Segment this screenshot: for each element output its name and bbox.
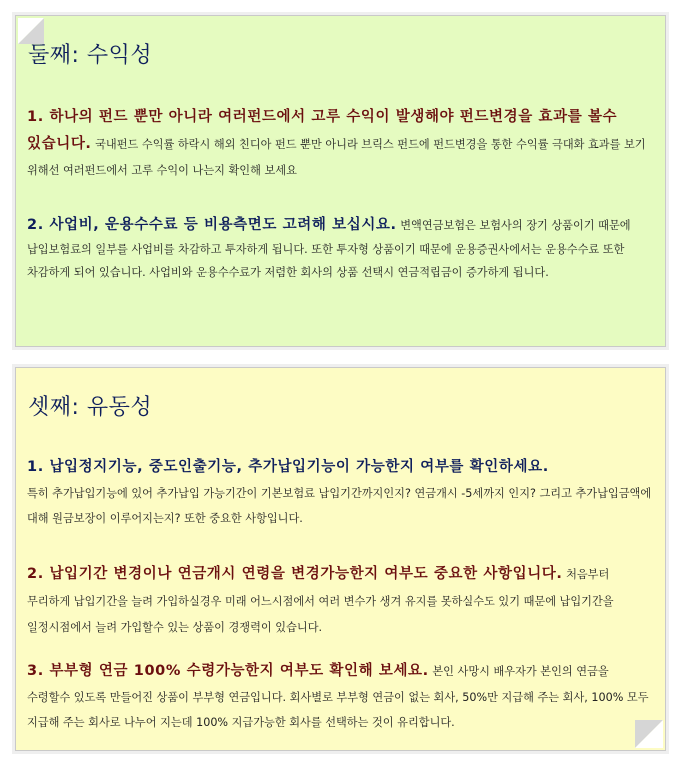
liquidity-item-3	[27, 659, 655, 736]
profit-item-1	[27, 104, 655, 184]
item-body: 처음부터 무리하게 납입기간을 늘려 가입하실경우 미래 어느시점에서 여러 변수가 생겨 유지를 못하실수도 있기 때문에 납입기간을 일정시점에서 늘려 가입할수 있는 상품이 경쟁력이 있습니다.	[27, 568, 614, 634]
section-title: 셋째: 유동성	[28, 395, 153, 420]
section-title: 둘째: 수익성	[28, 43, 153, 68]
item-lead: 3. 부부형 연금 100% 수령가능한지 여부도 확인해 보세요.	[27, 663, 429, 679]
profit-item-2	[27, 214, 655, 285]
item-lead: 2. 사업비, 운용수수료 등 비용측면도 고려해 보십시요.	[27, 217, 397, 233]
item-body: 국내펀드 수익률 하락시 해외 친디아 펀드 뿐만 아니라 브릭스 펀드에 펀드변경을 통한 수익률 극대화 효과를 보기 위해선 여러펀드에서 고루 수익이 나는지 확인해 보세요	[27, 138, 646, 177]
item-lead: 2. 납입기간 변경이나 연금개시 연령을 변경가능한지 여부도 중요한 사항입니다.	[27, 566, 563, 582]
item-lead: 1. 납입정지기능, 중도인출기능, 추가납입기능이 가능한지 여부를 확인하세요.	[27, 459, 549, 475]
item-body: 본인 사망시 배우자가 본인의 연금을 수령할수 있도록 만들어진 상품이 부부형 연금입니다. 회사별로 부부형 연금이 없는 회사, 50%만 지급해 주는 회사, 100% 모두 지급해 주는 회사로 나누어 지는데 100% 지급가능한 회사를 선택하는 것이 유리합니다.	[27, 665, 649, 730]
item-body: 특히 추가납입기능에 있어 추가납입 가능기간이 기본보험료 납입기간까지인지? 연금개시 -5세까지 인지? 그리고 추가납입금액에 대해 원금보장이 이루어지는지? 또한 중요한 사항입니다.	[27, 486, 652, 525]
liquidity-item-1	[27, 455, 655, 532]
liquidity-section	[15, 367, 666, 751]
item-lead: 1. 하나의 펀드 뿐만 아니라 여러펀드에서 고루 수익이 발생해야 펀드변경을 효과를 볼수 있습니다.	[27, 109, 618, 152]
liquidity-item-2	[27, 561, 655, 642]
item-body: 변액연금보험은 보험사의 장기 상품이기 때문에 납입보험료의 일부를 사업비를 차감하고 투자하게 됩니다. 또한 투자형 상품이기 때문에 운용증권사에서는 운용수수료 또한 차감하게 되어 있습니다. 사업비와 운용수수료가 저렴한 회사의 상품 선택시 연금적립금이 증가하게 됩니다.	[27, 219, 631, 280]
profitability-section	[15, 15, 666, 347]
